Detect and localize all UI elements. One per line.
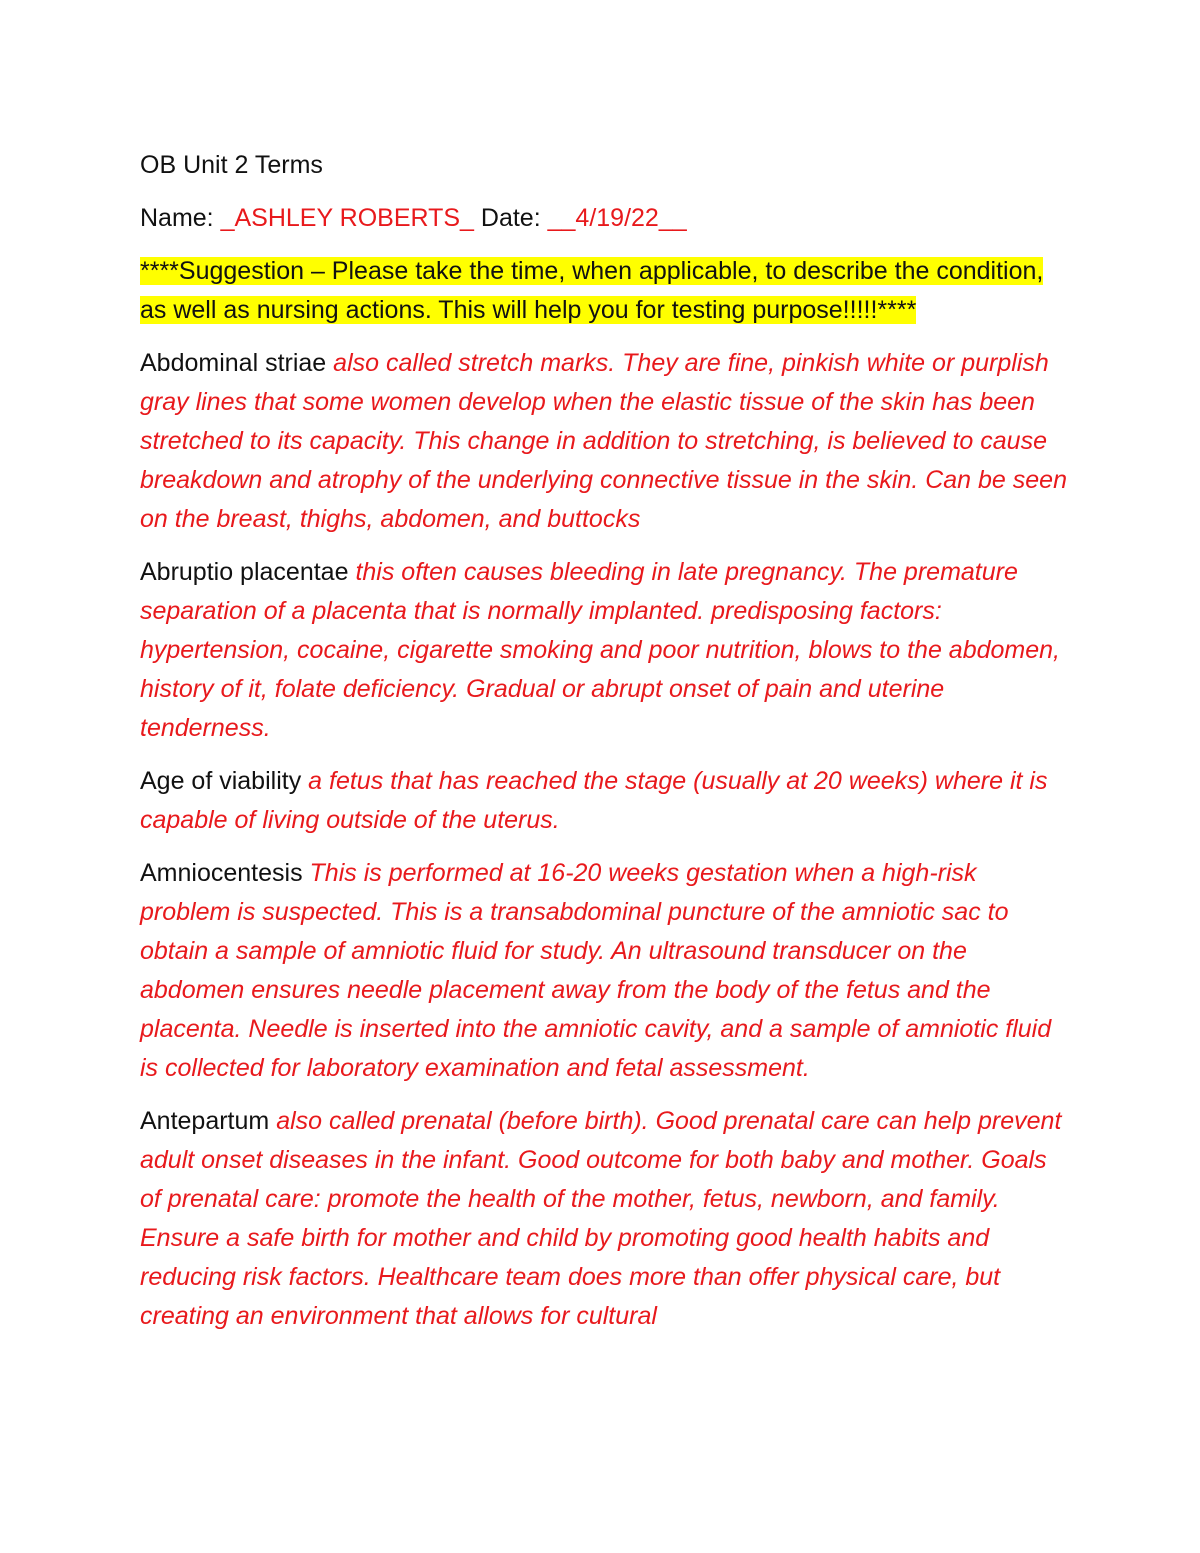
term-definition: this often causes bleeding in late pregnancy. The premature separation of a placenta that is normally implanted. predisposing factors: hypertension, cocaine, cigarette smoking and poor nutrition, blows to the abdomen, history of it, folate deficiency. Gradual or abrupt onset of pain and uterine tenderness. bbox=[140, 558, 1060, 742]
date-value: __4/19/22__ bbox=[547, 204, 687, 232]
term-entry-abruptio-placentae bbox=[140, 553, 1070, 748]
term-entry-abdominal-striae bbox=[140, 344, 1070, 539]
term-entry-age-of-viability bbox=[140, 762, 1070, 840]
term-definition: a fetus that has reached the stage (usually at 20 weeks) where it is capable of living outside of the uterus. bbox=[140, 767, 1048, 834]
term-name: Antepartum bbox=[140, 1107, 270, 1135]
term-name: Age of viability bbox=[140, 767, 302, 795]
term-name: Amniocentesis bbox=[140, 859, 303, 887]
suggestion-highlight: ****Suggestion – Please take the time, when applicable, to describe the condition, as well as nursing actions. This will help you for testing purpose!!!!!**** bbox=[140, 257, 1044, 324]
document-title: OB Unit 2 Terms bbox=[140, 151, 323, 179]
date-label: Date: bbox=[473, 204, 548, 232]
term-definition: This is performed at 16-20 weeks gestation when a high-risk problem is suspected. This is a transabdominal puncture of the amniotic sac to obtain a sample of amniotic fluid for study. An ultrasound transducer on the abdomen ensures needle placement away from the body of the fetus and the placenta. Needle is inserted into the amniotic cavity, and a sample of amniotic fluid is collected for laboratory examination and fetal assessment. bbox=[140, 859, 1052, 1082]
term-name: Abruptio placentae bbox=[140, 558, 349, 586]
suggestion-note bbox=[140, 252, 1070, 330]
term-definition: also called prenatal (before birth). Good prenatal care can help prevent adult onset diseases in the infant. Good outcome for both baby and mother. Goals of prenatal care: promote the health of the mother, fetus, newborn, and family. Ensure a safe birth for mother and child by promoting good health habits and reducing risk factors. Healthcare team does more than offer physical care, but creating an environment that allows for cultural bbox=[140, 1107, 1062, 1330]
term-definition: also called stretch marks. They are fine, pinkish white or purplish gray lines that some women develop when the elastic tissue of the skin has been stretched to its capacity. This change in addition to stretching, is believed to cause breakdown and atrophy of the underlying connective tissue in the skin. Can be seen on the breast, thighs, abdomen, and buttocks bbox=[140, 349, 1067, 533]
term-entry-antepartum bbox=[140, 1102, 1070, 1336]
name-label: Name: bbox=[140, 204, 221, 232]
name-date-line bbox=[140, 199, 1070, 238]
term-entry-amniocentesis bbox=[140, 854, 1070, 1088]
name-value: _ASHLEY ROBERTS_ bbox=[220, 204, 474, 232]
term-name: Abdominal striae bbox=[140, 349, 327, 377]
document-page bbox=[140, 146, 1070, 1350]
